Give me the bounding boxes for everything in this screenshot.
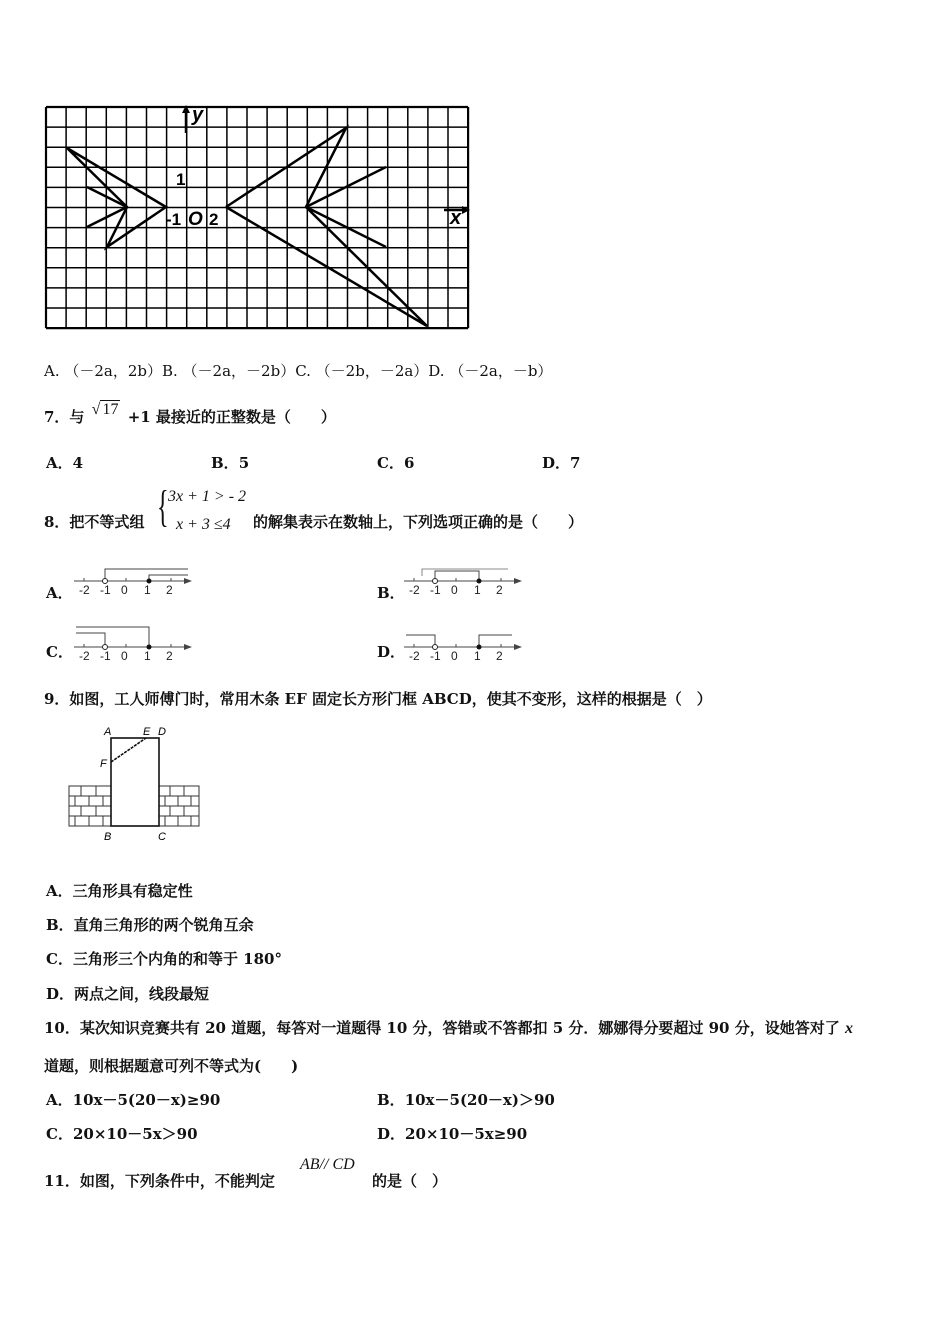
solution-bracket (76, 627, 149, 647)
q7-stem (44, 401, 336, 427)
solid-point (147, 645, 152, 650)
q9-stem: 9．如图，工人师傅门时，常用木条 EF 固定长方形门框 ABCD，使其不变形，这样的根据是（ ） (44, 690, 712, 708)
number-line-tick-label: -1 (430, 649, 441, 663)
q10-line1-var: x (844, 1020, 853, 1037)
q9-option-c: C．三角形三个内角的和等于 180° (46, 950, 282, 968)
open-point (433, 579, 438, 584)
solid-point (147, 579, 152, 584)
solution-bracket (435, 571, 479, 581)
number-line-tick-label: 2 (166, 583, 173, 597)
q10-option-c: C．20×10－5x＞90 (46, 1125, 198, 1143)
number-line-tick-label: -2 (409, 583, 420, 597)
q10-stem-line1 (44, 1017, 853, 1038)
number-line-tick-label: 1 (474, 649, 481, 663)
number-line-tick-label: -1 (100, 649, 111, 663)
door-frame (111, 738, 159, 826)
number-line-tick-label: 0 (451, 583, 458, 597)
label-two: 2 (209, 210, 219, 229)
q10-option-a: A．10x－5(20－x)≥90 (46, 1091, 221, 1109)
label-f: F (100, 758, 107, 770)
q7-option-a: A．4 (46, 454, 84, 472)
q7-option-c: C．6 (377, 454, 415, 472)
number-line-tick-label: -2 (79, 583, 90, 597)
grid-svg (44, 103, 474, 335)
q6-options: A. （－2a，2b）B. （－2a，－2b）C. （－2b，－2a）D. （－2a，－b） (44, 362, 553, 380)
number-line-arrow-icon (184, 644, 192, 650)
label-e: E (143, 726, 151, 738)
q8-number-line-d (400, 627, 530, 669)
coordinate-grid-figure (44, 103, 474, 335)
label-one: 1 (176, 170, 186, 189)
number-line-b-svg (400, 565, 530, 601)
number-line-tick-label: 0 (121, 649, 128, 663)
q7-radicand: 17 (102, 401, 119, 418)
q10-stem-line2: 道题，则根据题意可列不等式为( ) (44, 1057, 299, 1075)
solid-point (477, 579, 482, 584)
door-figure-svg (66, 722, 206, 844)
q9-door-figure (66, 722, 206, 848)
number-line-tick-label: 2 (496, 649, 503, 663)
left-brick-wall (69, 786, 111, 826)
open-point (433, 645, 438, 650)
q10-line1-text: 10．某次知识竞赛共有 20 道题，每答对一道题得 10 分，答错或不答都扣 5 分．娜娜得分要超过 90 分，设她答对了 (44, 1019, 840, 1037)
q8-prefix: 8．把不等式组 (44, 513, 145, 531)
number-line-tick-label: -1 (430, 583, 441, 597)
q9-option-d: D．两点之间，线段最短 (46, 985, 210, 1003)
number-line-tick-label: -2 (79, 649, 90, 663)
q8-option-b-letter: B． (377, 584, 405, 602)
q8-inequality-2: x + 3 ≤4 (176, 516, 231, 533)
number-line-tick-label: 0 (451, 649, 458, 663)
q8-option-c-letter: C． (46, 643, 73, 661)
open-point (103, 579, 108, 584)
number-line-arrow-icon (514, 578, 522, 584)
solution-bracket (76, 633, 105, 647)
sqrt-sign-icon: √ (91, 401, 101, 418)
number-line-a-svg (70, 565, 200, 601)
label-b: B (104, 831, 112, 843)
q11-prefix: 11．如图，下列条件中，不能判定 (44, 1172, 275, 1190)
q8-number-line-c (70, 625, 200, 669)
number-line-tick-label: 1 (144, 649, 151, 663)
small-figure (67, 148, 166, 247)
q7-suffix: +1 最接近的正整数是（ ） (127, 408, 336, 426)
label-minus-one: -1 (166, 210, 182, 229)
number-line-arrow-icon (514, 644, 522, 650)
solution-bracket (479, 635, 512, 647)
number-line-tick-label: 2 (166, 649, 173, 663)
q7-prefix: 7．与 (44, 408, 85, 426)
q7-option-b: B．5 (211, 454, 250, 472)
number-line-d-svg (400, 627, 530, 665)
q8-system-brace: { (157, 482, 169, 531)
y-axis-label: y (192, 104, 204, 126)
q8-option-a-letter: A． (46, 584, 73, 602)
q7-sqrt (92, 401, 121, 419)
number-line-tick-label: -2 (409, 649, 420, 663)
open-point (103, 645, 108, 650)
q11-condition: AB// CD (300, 1156, 355, 1173)
q9-option-a: A．三角形具有稳定性 (46, 882, 193, 900)
label-origin: O (188, 209, 203, 230)
solution-bracket (149, 575, 188, 581)
q8-number-line-b (400, 565, 530, 605)
q9-option-b: B．直角三角形的两个锐角互余 (46, 916, 254, 934)
number-line-tick-label: -1 (100, 583, 111, 597)
q11-suffix: 的是（ ） (372, 1172, 448, 1190)
x-axis-label: x (450, 207, 462, 229)
q8-option-d-letter: D． (377, 643, 406, 661)
number-line-arrow-icon (184, 578, 192, 584)
number-line-tick-label: 1 (144, 583, 151, 597)
number-line-tick-label: 0 (121, 583, 128, 597)
q7-option-d: D．7 (542, 454, 581, 472)
q10-option-d: D．20×10－5x≥90 (377, 1125, 528, 1143)
solution-bracket (406, 635, 435, 647)
q8-inequality-1: 3x + 1 > - 2 (168, 488, 247, 505)
solid-point (477, 645, 482, 650)
number-line-c-svg (70, 625, 200, 665)
q8-suffix: 的解集表示在数轴上，下列选项正确的是（ ） (253, 513, 584, 531)
right-brick-wall (159, 786, 199, 826)
label-c: C (158, 831, 166, 843)
label-a: A (104, 726, 112, 738)
number-line-tick-label: 1 (474, 583, 481, 597)
label-d: D (158, 726, 166, 738)
number-line-tick-label: 2 (496, 583, 503, 597)
q8-number-line-a (70, 565, 200, 605)
q10-option-b: B．10x－5(20－x)＞90 (377, 1091, 555, 1109)
